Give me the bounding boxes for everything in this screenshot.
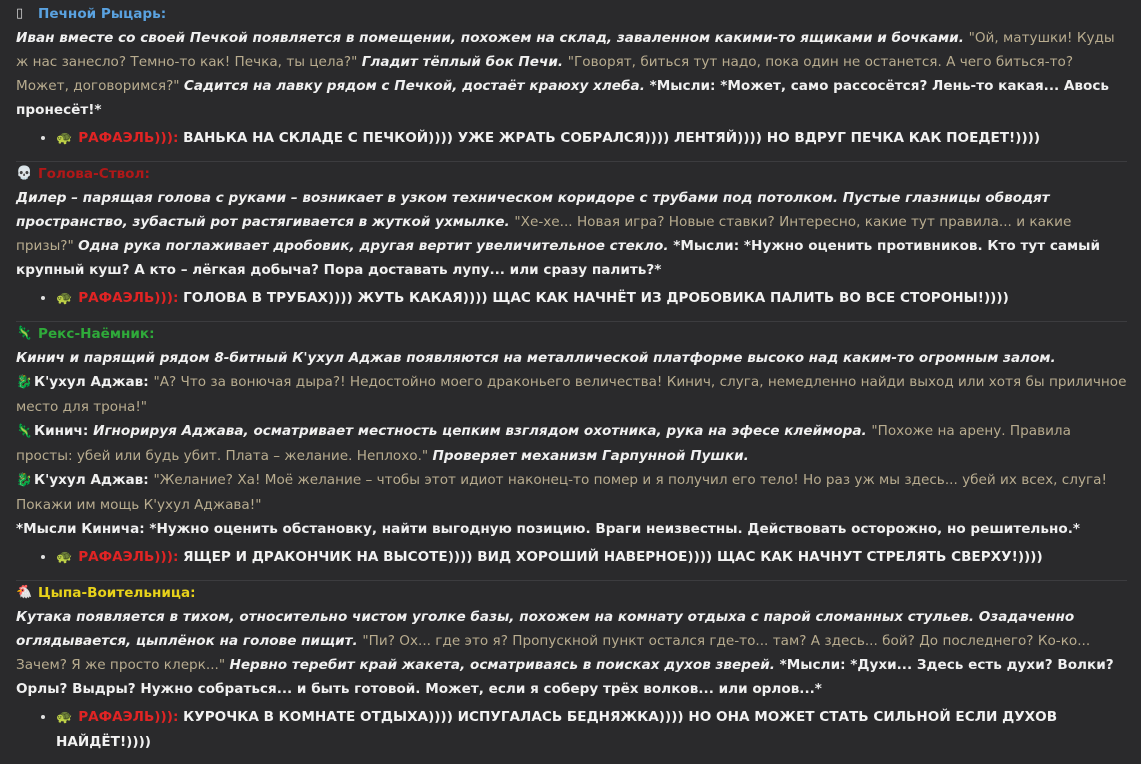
block-title (16, 581, 1127, 605)
speaker-icon: 🐉 (16, 473, 33, 488)
speaker-name: Кинич: (34, 423, 94, 439)
speaker-icon: 🐉 (16, 375, 33, 390)
thought-text: *Мысли: *Нужно оценить противников. Кто тут самый крупный куш? А кто – лёгкая добыча? Пора доставать лупу... или сразу палить?* (16, 238, 1100, 278)
message-line (16, 186, 1127, 282)
block-title (16, 2, 1127, 26)
comment-author: РАФАЭЛЬ))): (78, 709, 184, 725)
speaker-name: К'ухул Аджав: (34, 374, 154, 390)
message-block (16, 322, 1127, 580)
message-line (16, 468, 1127, 517)
act-text: Одна рука поглаживает дробовик, другая вертит увеличительное стекло. (78, 238, 674, 254)
message-line (16, 419, 1127, 468)
message-line (16, 605, 1127, 701)
act-text: Садится на лавку рядом с Печкой, достаёт краюху хлеба. (183, 78, 650, 94)
comment-text: ГОЛОВА В ТРУБАХ)))) ЖУТЬ КАКАЯ)))) ЩАС КАК НАЧНЁТ ИЗ ДРОБОВИКА ПАЛИТЬ ВО ВСЕ СТОРОНЫ!)))) (183, 290, 1009, 306)
act-text: Иван вместе со своей Печкой появляется в помещении, похожем на склад, заваленном какими-то ящиками и бочками. (16, 30, 969, 46)
message-line (16, 26, 1127, 122)
chicken-icon: 🐔 (16, 585, 33, 600)
comment-author: РАФАЭЛЬ))): (78, 290, 184, 306)
speech-text: "Пи? Ох... где это я? Пропускной пункт остался где-то... там? А здесь... бой? До последнего? Ко-ко... Зачем? Я же просто клерк..." (16, 633, 1091, 673)
speaker-icon: 🦎 (16, 424, 33, 439)
speech-text: "Хе-хе... Новая игра? Новые ставки? Интересно, какие тут правила... и какие призы?" (16, 214, 1072, 254)
act-text: Нервно теребит край жакета, осматриваясь в поисках духов зверей. (229, 657, 780, 673)
act-text: Гладит тёплый бок Печи. (361, 54, 568, 70)
character-name: Цыпа-Воительница: (38, 585, 196, 601)
comment-text: КУРОЧКА В КОМНАТЕ ОТДЫХА)))) ИСПУГАЛАСЬ БЕДНЯЖКА)))) НО ОНА МОЖЕТ СТАТЬ СИЛЬНОЙ ЕСЛИ ДУХОВ НАЙДЁТ!)))) (56, 709, 1058, 750)
thought-text: *Мысли: *Духи... Здесь есть духи? Волки? Орлы? Выдры? Нужно собраться... и быть готовой. Может, если я соберу трёх волков... или орлов...* (16, 657, 1114, 697)
comment-item (56, 545, 1127, 570)
comment-list (16, 126, 1127, 151)
message-line (16, 517, 1127, 541)
act-text: Игнорируя Аджава, осматривает местность цепким взглядом охотника, рука на эфесе клеймора. (93, 423, 872, 439)
comment-item (56, 126, 1127, 151)
thought-text: *Мысли Кинича: *Нужно оценить обстановку, найти выгодную позицию. Враги неизвестны. Действовать осторожно, но решительно.* (16, 521, 1080, 537)
message-block (16, 162, 1127, 321)
block-title (16, 162, 1127, 186)
comment-text: ЯЩЕР И ДРАКОНЧИК НА ВЫСОТЕ)))) ВИД ХОРОШИЙ НАВЕРНОЕ)))) ЩАС КАК НАЧНУТ СТРЕЛЯТЬ СВЕРХУ!)))) (183, 549, 1043, 565)
comment-list (16, 286, 1127, 311)
thought-text: *Мысли: *Может, само рассосётся? Лень-то какая... Авось пронесёт!* (16, 78, 1110, 118)
character-name: Рекс-Наёмник: (38, 326, 155, 342)
speaker-name: К'ухул Аджав: (34, 472, 154, 488)
message-line (16, 370, 1127, 419)
message-block (16, 581, 1127, 764)
lizard-icon: 🦎 (16, 326, 33, 341)
comment-list (16, 705, 1127, 754)
message-block (16, 2, 1127, 161)
message-line (16, 346, 1127, 370)
comment-author: РАФАЭЛЬ))): (78, 549, 184, 565)
turtle-icon: 🐢 (56, 710, 73, 725)
character-name: Печной Рыцарь: (38, 6, 167, 22)
character-name: Голова-Ствол: (38, 166, 150, 182)
comment-list (16, 545, 1127, 570)
block-title (16, 322, 1127, 346)
speech-text: "Желание? Ха! Моё желание – чтобы этот идиот наконец-то помер и я получил его тело! Но раз уж мы здесь... убей их всех, слуга! Покажи им мощь К'ухул Аджава!" (16, 472, 1107, 513)
act-text: Проверяет механизм Гарпунной Пушки. (432, 448, 749, 464)
turtle-icon: 🐢 (56, 131, 73, 146)
speech-text: "Ой, матушки! Куды ж нас занесло? Темно-то как! Печка, ты цела?" (16, 30, 1115, 70)
turtle-icon: 🐢 (56, 550, 73, 565)
speech-text: "А? Что за вонючая дыра?! Недостойно моего драконьего величества! Кинич, слуга, немедленно найди выход или хотя бы приличное место для трона!" (16, 374, 1127, 415)
turtle-icon: 🐢 (56, 291, 73, 306)
skull-icon: 💀 (16, 166, 33, 181)
comment-item (56, 705, 1127, 754)
act-text: Кутака появляется в тихом, относительно чистом уголке базы, похожем на комнату отдыха с парой сломанных стульев. Озадаченно оглядывается, цыплёнок на голове пищит. (16, 609, 1075, 649)
comment-author: РАФАЭЛЬ))): (78, 130, 184, 146)
speech-text: "Похоже на арену. Правила просты: убей или будь убит. Плата – желание. Неплохо." (16, 423, 1071, 464)
comment-item (56, 286, 1127, 311)
speech-text: "Говорят, биться тут надо, пока один не останется. А чего биться-то? Может, договоримся?" (16, 54, 1074, 94)
act-text: Кинич и парящий рядом 8-битный К'ухул Аджав появляются на металлической платформе высоко над каким-то огромным залом. (16, 350, 1056, 366)
bookmark-icon: ▯ (16, 6, 24, 21)
act-text: Дилер – парящая голова с руками – возникает в узком техническом коридоре с трубами под потолком. Пустые глазницы обводят пространство, зубастый рот растягивается в жуткой ухмылке. (16, 190, 1050, 230)
comment-text: ВАНЬКА НА СКЛАДЕ С ПЕЧКОЙ)))) УЖЕ ЖРАТЬ СОБРАЛСЯ)))) ЛЕНТЯЙ)))) НО ВДРУГ ПЕЧКА КАК ПОЕДЕТ!)))) (183, 130, 1041, 146)
